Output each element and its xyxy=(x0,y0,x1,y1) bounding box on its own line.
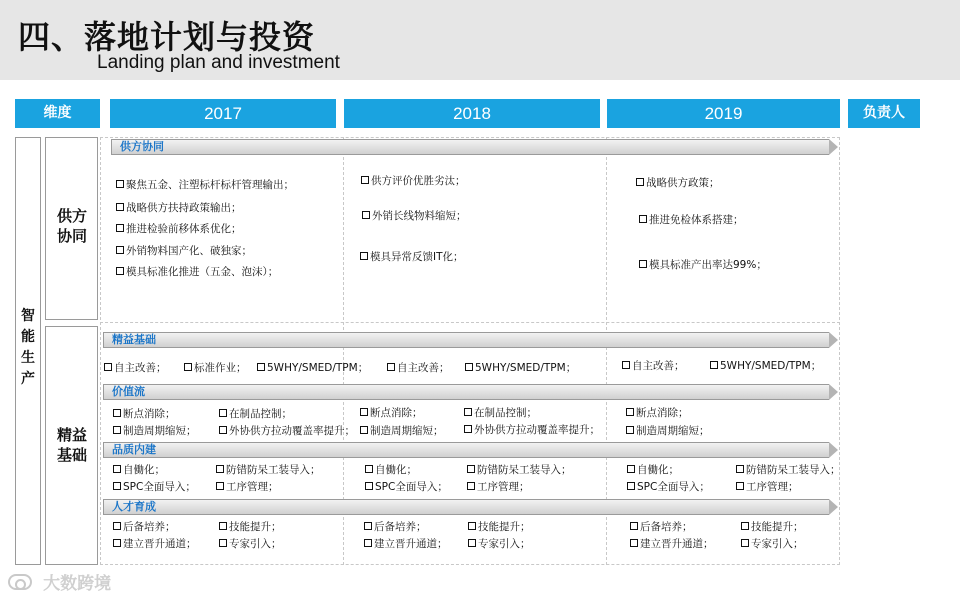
list-item: 供方评价优胜劣汰； xyxy=(361,174,466,188)
band-quality xyxy=(103,442,829,458)
list-item: 推进检验前移体系优化； xyxy=(116,222,242,236)
list-item: 制造周期缩短； xyxy=(360,424,444,438)
list-item: 制造周期缩短； xyxy=(113,424,197,438)
band-label: 品质内建 xyxy=(112,443,156,456)
list-item: SPC全面导入； xyxy=(627,480,710,494)
list-item: 防错防呆工装导入； xyxy=(216,463,321,477)
grid-divider xyxy=(100,322,840,323)
list-item: 自主改善； xyxy=(104,361,167,375)
arrow-right-icon xyxy=(829,139,838,155)
list-item: 技能提升； xyxy=(219,520,282,534)
band-talent xyxy=(103,499,829,515)
list-item: 专家引入； xyxy=(741,537,804,551)
list-item: 在制品控制； xyxy=(464,406,537,420)
list-item: 防错防呆工装导入； xyxy=(467,463,572,477)
list-item: 外销物料国产化、破独家； xyxy=(116,244,252,258)
list-item: 防错防呆工装导入； xyxy=(736,463,841,477)
list-item: 5WHY/SMED/TPM； xyxy=(710,359,821,373)
band-lean-base xyxy=(103,332,829,348)
list-item: 自働化； xyxy=(365,463,417,477)
list-item: 工序管理； xyxy=(736,480,799,494)
list-item: 自主改善； xyxy=(387,361,450,375)
page-title: 四、落地计划与投资 xyxy=(18,18,316,56)
header-year-2018: 2018 xyxy=(344,99,600,128)
band-label: 精益基础 xyxy=(112,333,156,346)
category-label: 智能生产 xyxy=(21,308,35,387)
list-item: 模具标准产出率达99%； xyxy=(639,258,767,272)
arrow-right-icon xyxy=(829,499,838,515)
list-item: 建立晋升通道； xyxy=(113,537,197,551)
band-value-stream xyxy=(103,384,829,400)
list-item: 5WHY/SMED/TPM； xyxy=(257,361,368,375)
list-item: 自主改善； xyxy=(622,359,685,373)
header-owner: 负责人 xyxy=(848,99,920,128)
list-item: 外协供方拉动覆盖率提升； xyxy=(219,424,355,438)
list-item: 外销长线物料缩短； xyxy=(362,209,467,223)
list-item: 5WHY/SMED/TPM； xyxy=(465,361,576,375)
band-label: 供方协同 xyxy=(120,140,164,153)
list-item: 后备培养； xyxy=(364,520,427,534)
list-item: 标准作业； xyxy=(184,361,247,375)
list-item: 技能提升； xyxy=(741,520,804,534)
list-item: SPC全面导入； xyxy=(113,480,196,494)
page-subtitle: Landing plan and investment xyxy=(97,52,340,73)
list-item: 断点消除； xyxy=(360,406,423,420)
list-item: 建立晋升通道； xyxy=(364,537,448,551)
dimension-label-supplier: 供方 协同 xyxy=(56,207,87,245)
list-item: 建立晋升通道； xyxy=(630,537,714,551)
list-item: 聚焦五金、注塑标杆标杆管理输出； xyxy=(116,178,294,192)
list-item: 工序管理； xyxy=(467,480,530,494)
list-item: 在制品控制； xyxy=(219,407,292,421)
watermark xyxy=(8,569,112,594)
band-label: 人才育成 xyxy=(112,500,156,513)
arrow-right-icon xyxy=(829,442,838,458)
title-bar xyxy=(0,0,960,80)
list-item: 外协供方拉动覆盖率提升； xyxy=(464,423,600,437)
list-item: 自働化； xyxy=(627,463,679,477)
list-item: 断点消除； xyxy=(626,406,689,420)
list-item: 后备培养； xyxy=(630,520,693,534)
list-item: 制造周期缩短； xyxy=(626,424,710,438)
list-item: 专家引入； xyxy=(468,537,531,551)
list-item: 专家引入； xyxy=(219,537,282,551)
list-item: 工序管理； xyxy=(216,480,279,494)
list-item: 技能提升； xyxy=(468,520,531,534)
list-item: 推进免检体系搭建； xyxy=(639,213,744,227)
arrow-right-icon xyxy=(829,332,838,348)
list-item: 战略供方扶持政策输出； xyxy=(116,201,242,215)
header-year-2019: 2019 xyxy=(607,99,840,128)
list-item: 模具异常反馈IT化； xyxy=(360,250,464,264)
header-dimension: 维度 xyxy=(15,99,100,128)
list-item: 模具标准化推进（五金、泡沫）； xyxy=(116,265,278,279)
band-label: 价值流 xyxy=(112,385,145,398)
list-item: 后备培养； xyxy=(113,520,176,534)
dimension-label-lean: 精益 基础 xyxy=(56,426,87,464)
band-supplier xyxy=(111,139,829,155)
brand-logo-icon xyxy=(8,574,32,590)
list-item: SPC全面导入； xyxy=(365,480,448,494)
list-item: 断点消除； xyxy=(113,407,176,421)
list-item: 自働化； xyxy=(113,463,165,477)
header-year-2017: 2017 xyxy=(110,99,336,128)
watermark-text: 大数跨境 xyxy=(43,574,112,594)
list-item: 战略供方政策； xyxy=(636,176,720,190)
arrow-right-icon xyxy=(829,384,838,400)
